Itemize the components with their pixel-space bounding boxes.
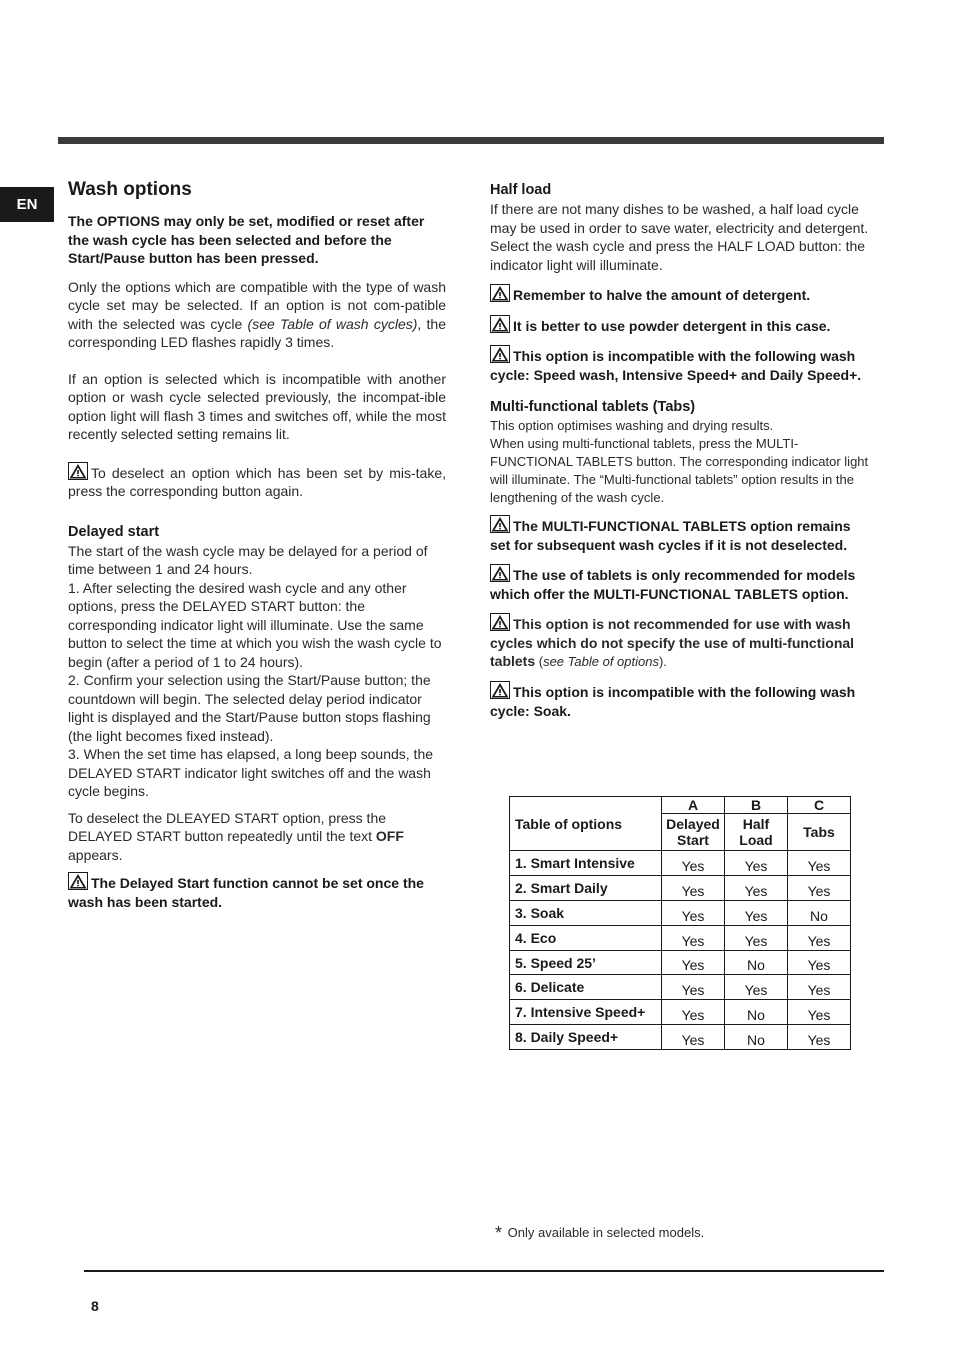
half-load-heading: Half load — [490, 182, 552, 198]
table-cell: Yes — [788, 1000, 851, 1025]
table-cell: Yes — [662, 875, 725, 900]
warning-triangle-icon — [490, 681, 510, 699]
tabs-warning-1: The MULTI-FUNCTIONAL TABLETS option remains set for subsequent wash cycles if it is not deselected. — [490, 515, 872, 554]
delayed-start-heading: Delayed start — [68, 523, 160, 540]
tabs-intro: This option optimises washing and drying results. — [490, 418, 774, 433]
col-name-half-load: Half Load — [725, 814, 788, 851]
table-reference: see Table of options — [543, 654, 659, 669]
delayed-start-deselect: To deselect the DLEAYED START option, press the DELAYED START button repeatedly until the text OFF appears. — [68, 809, 404, 863]
table-cell: No — [725, 950, 788, 975]
compatibility-paragraph: Only the options which are compatible with the type of wash cycle set may be selected. If an option is not com-patible with the selected was cycle (see Table of wash cycles), the corresponding LED flashes rapidly 3 times. — [68, 278, 447, 350]
row-label: 5. Speed 25’ — [510, 950, 662, 975]
table-row — [510, 1000, 851, 1025]
section-title: Wash options — [68, 179, 192, 200]
half-load-warning-2: It is better to use powder detergent in this case. — [490, 315, 872, 336]
row-label: 2. Smart Daily — [510, 875, 662, 900]
table-row — [510, 851, 851, 876]
row-label: 8. Daily Speed+ — [510, 1025, 662, 1050]
table-cell: Yes — [662, 975, 725, 1000]
table-row — [510, 950, 851, 975]
table-row — [510, 975, 851, 1000]
col-letter-a: A — [662, 797, 725, 814]
table-title: Table of options — [510, 797, 662, 851]
table-cell: Yes — [662, 950, 725, 975]
delayed-start-step-3: 3. When the set time has elapsed, a long beep sounds, the DELAYED START indicator light switches off and the wash cycle begins. — [68, 746, 434, 799]
row-label: 1. Smart Intensive — [510, 851, 662, 876]
footnote-star: * — [495, 1223, 503, 1243]
language-tab: EN — [0, 187, 54, 222]
table-row — [510, 900, 851, 925]
table-cell: Yes — [788, 950, 851, 975]
left-column — [68, 178, 446, 911]
table-cell: Yes — [662, 925, 725, 950]
table-cell: Yes — [788, 1025, 851, 1050]
table-row — [510, 1025, 851, 1050]
delayed-start-intro: The start of the wash cycle may be delayed for a period of time between 1 and 24 hours. — [68, 542, 428, 577]
warning-triangle-icon — [68, 872, 88, 890]
half-load-warning-1: Remember to halve the amount of detergent. — [490, 284, 872, 305]
table-cell: Yes — [662, 900, 725, 925]
table-reference: (see Table of wash cycles) — [247, 315, 418, 332]
tabs-warning-2: The use of tablets is only recommended for models which offer the MULTI-FUNCTIONAL TABLETS option. — [490, 564, 872, 603]
table-cell: Yes — [788, 925, 851, 950]
tabs-warning-3: This option is not recommended for use with wash cycles which do not specify the use of multi-functional tablets (see Table of options). — [490, 613, 872, 671]
col-letter-c: C — [788, 797, 851, 814]
warning-triangle-icon — [490, 284, 510, 302]
tabs-heading: Multi-functional tablets (Tabs) — [490, 399, 696, 415]
intro-note: The OPTIONS may only be set, modified or reset after the wash cycle has been selected and before the Start/Pause button has been pressed. — [68, 213, 425, 266]
footnote-text: Only available in selected models. — [507, 1225, 705, 1240]
half-load-paragraph: If there are not many dishes to be washed, a half load cycle may be used in order to save water, electricity and detergent. Select the wash cycle and press the HALF LOAD button: the indicator light will illuminate. — [490, 201, 869, 273]
table-cell: Yes — [662, 1000, 725, 1025]
col-name-tabs: Tabs — [788, 814, 851, 851]
warning-triangle-icon — [68, 462, 88, 480]
half-load-warning-3: This option is incompatible with the following wash cycle: Speed wash, Intensive Speed+ and Daily Speed+. — [490, 345, 872, 384]
table-cell: No — [725, 1025, 788, 1050]
row-label: 4. Eco — [510, 925, 662, 950]
options-table — [509, 796, 851, 1050]
right-column — [490, 181, 872, 720]
warning-triangle-icon — [490, 315, 510, 333]
footnote — [495, 1223, 704, 1244]
col-letter-b: B — [725, 797, 788, 814]
table-header-row — [510, 797, 851, 814]
table-cell: Yes — [662, 851, 725, 876]
tabs-paragraph: When using multi-functional tablets, press the MULTI-FUNCTIONAL TABLETS button. The corresponding indicator light will illuminate. The “Multi-functional tablets” option results in the lengthening of the wash cycle. — [490, 436, 869, 505]
incompatibility-paragraph: If an option is selected which is incompatible with another option or wash cycle selected previously, the incompat-ible option light will flash 3 times and switches off, while the most recently selected setting remains lit. — [68, 370, 446, 442]
table-cell: Yes — [788, 875, 851, 900]
bottom-rule — [84, 1270, 884, 1272]
warning-triangle-icon — [490, 515, 510, 533]
col-name-delayed-start: Delayed Start — [662, 814, 725, 851]
row-label: 3. Soak — [510, 900, 662, 925]
warning-triangle-icon — [490, 613, 510, 631]
top-rule — [58, 137, 884, 144]
row-label: 6. Delicate — [510, 975, 662, 1000]
table-row — [510, 925, 851, 950]
table-cell: Yes — [725, 925, 788, 950]
delayed-start-step-1: 1. After selecting the desired wash cycle and any other options, press the DELAYED START button: the corresponding indicator light will illuminate. Use the same button to select the time at which you wish the wash cycle to begin (after a period of 1 to 24 hours). — [68, 579, 442, 670]
table-cell: Yes — [725, 975, 788, 1000]
table-cell: No — [788, 900, 851, 925]
page-number: 8 — [91, 1298, 99, 1314]
table-row — [510, 875, 851, 900]
deselect-note: To deselect an option which has been set by mis-take, press the corresponding button again. — [68, 462, 446, 501]
table-cell: Yes — [725, 875, 788, 900]
delayed-start-warning: The Delayed Start function cannot be set once the wash has been started. — [68, 872, 446, 911]
warning-triangle-icon — [490, 345, 510, 363]
row-label: 7. Intensive Speed+ — [510, 1000, 662, 1025]
warning-triangle-icon — [490, 564, 510, 582]
table-cell: Yes — [662, 1025, 725, 1050]
table-cell: Yes — [725, 851, 788, 876]
table-cell: Yes — [725, 900, 788, 925]
table-cell: Yes — [788, 975, 851, 1000]
table-cell: Yes — [788, 851, 851, 876]
tabs-warning-4: This option is incompatible with the following wash cycle: Soak. — [490, 681, 872, 720]
table-cell: No — [725, 1000, 788, 1025]
delayed-start-step-2: 2. Confirm your selection using the Start/Pause button; the countdown will begin. The selected delay period indicator light is displayed and the Start/Pause button stops flashing (the light becomes fixed instead). — [68, 672, 431, 744]
